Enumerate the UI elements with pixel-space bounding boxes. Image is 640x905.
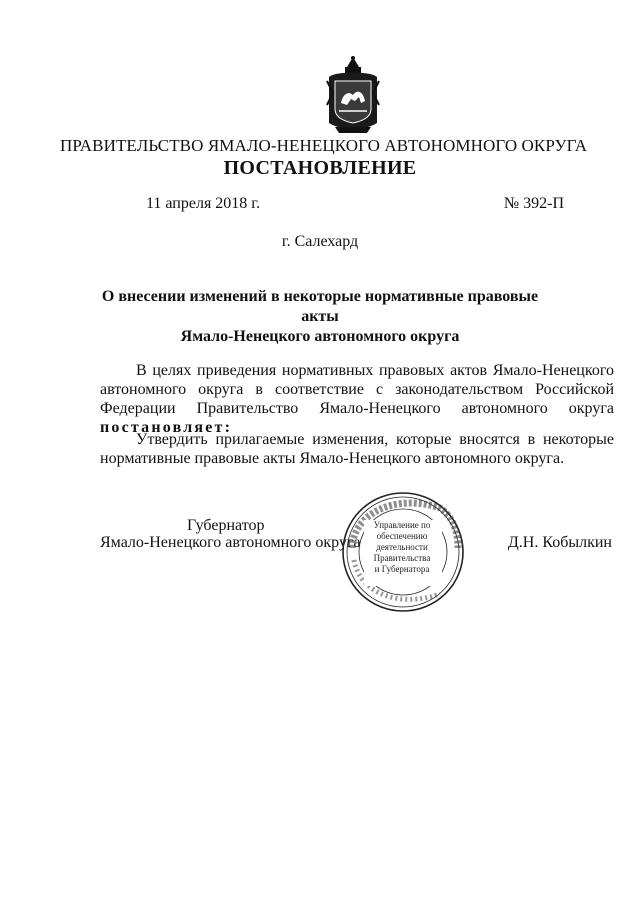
document-date: 11 апреля 2018 г.: [146, 195, 261, 212]
resolution-keyword: постановляет:: [100, 419, 233, 436]
signatory-name: Д.Н. Кобылкин: [507, 534, 612, 551]
preamble-text: В целях приведения нормативных правовых актов Ямало-Ненецкого автономного округа в соответствие с законодательством Российской Федерации Правительство Ямало-Ненецкого автономного округа: [100, 362, 614, 417]
document-type: ПОСТАНОВЛЕНИЕ: [223, 157, 417, 179]
stamp-line: обеспечению: [376, 531, 428, 541]
paragraph-preamble: [100, 361, 614, 437]
document-title: [100, 287, 540, 347]
organization-name: ПРАВИТЕЛЬСТВО ЯМАЛО-НЕНЕЦКОГО АВТОНОМНОГО ОКРУГА: [60, 136, 588, 155]
stamp-line: Правительства: [373, 553, 431, 563]
stamp-line: и Губернатора: [374, 564, 430, 574]
document-number: № 392-П: [503, 195, 564, 212]
signatory-organization: Ямало-Ненецкого автономного округа: [100, 534, 361, 551]
title-line-1: О внесении изменений в некоторые нормативные правовые акты: [101, 288, 539, 325]
coat-of-arms-icon: [325, 53, 381, 135]
stamp-line: деятельности: [376, 542, 428, 552]
stamp-inner-text: [365, 520, 439, 586]
title-line-2: Ямало-Ненецкого автономного округа: [180, 328, 460, 345]
stamp-line: Управление по: [373, 520, 431, 530]
document-city: г. Салехард: [281, 233, 359, 250]
signatory-title: Губернатор: [187, 517, 265, 534]
paragraph-resolution: Утвердить прилагаемые изменения, которые вносятся в некоторые нормативные правовые акты Ямало-Ненецкого автономного округа.: [100, 431, 614, 467]
